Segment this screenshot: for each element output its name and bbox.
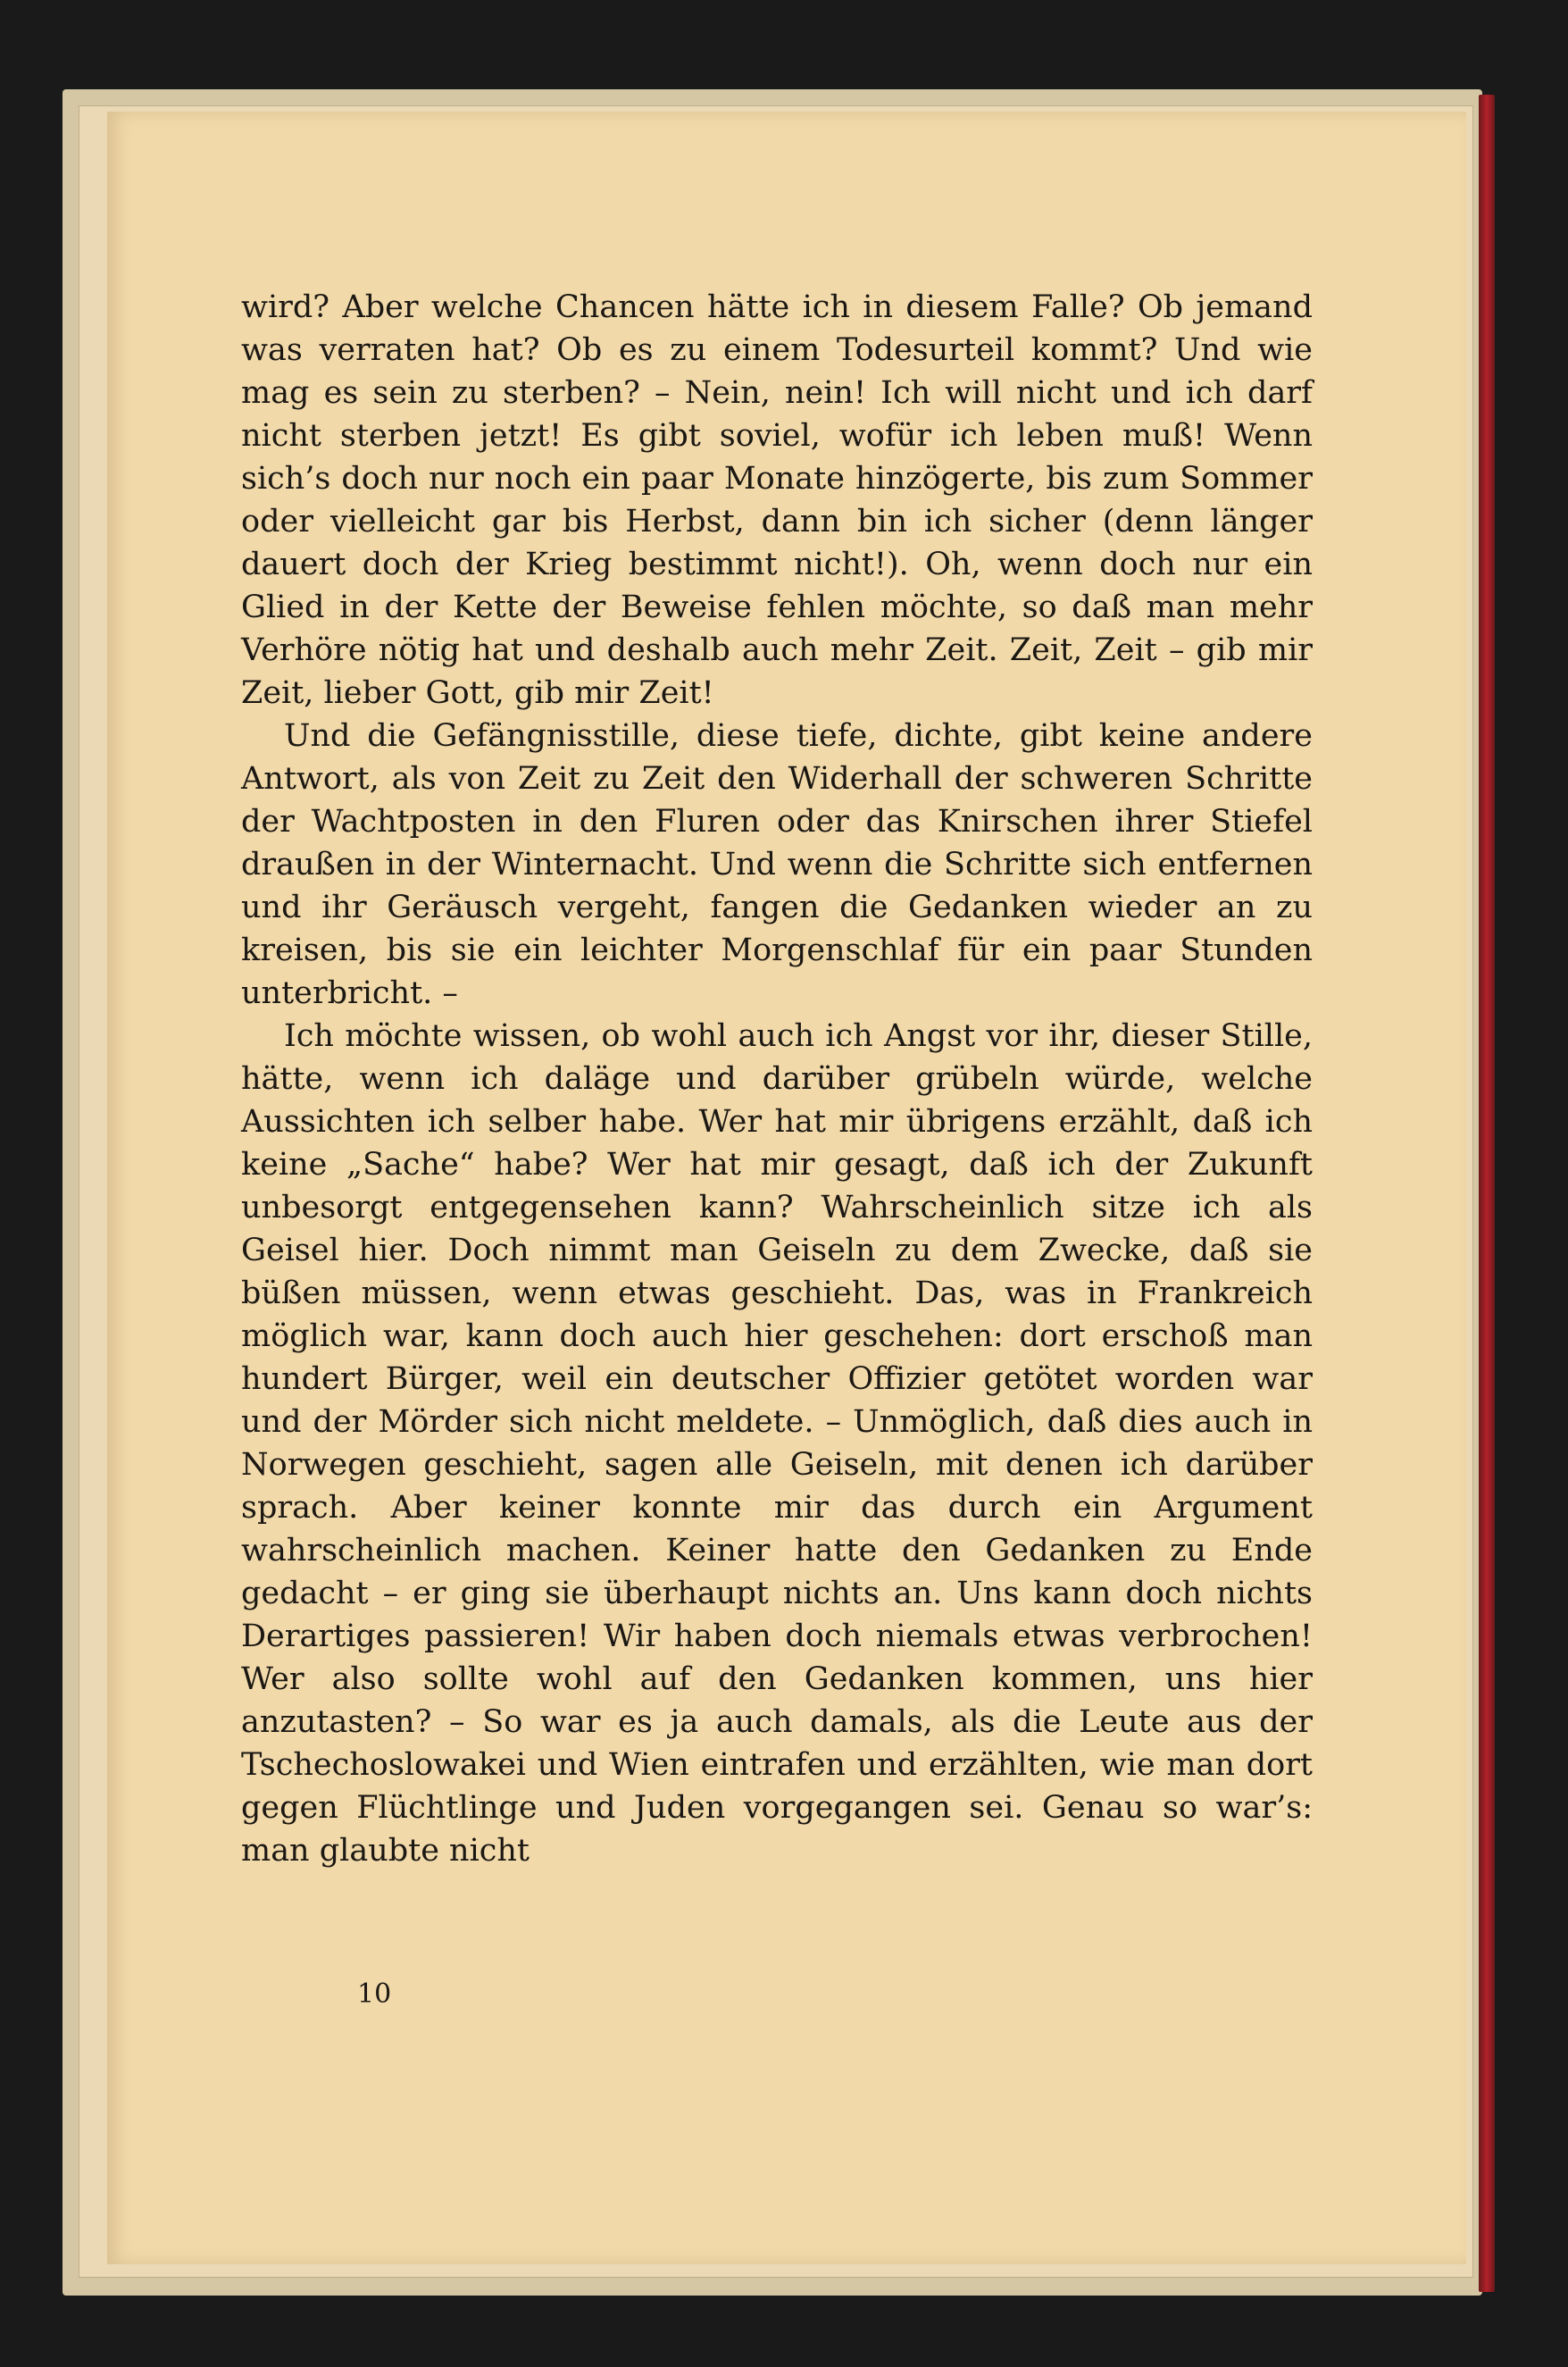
body-text [241, 286, 1313, 1872]
cover-edge [1479, 95, 1495, 2292]
paragraph: Und die Gefängnisstille, diese tiefe, dichte, gibt keine andere Antwort, als von Zeit zu Zeit den Widerhall der schweren Schritte der Wachtposten in den Fluren oder das Knirschen ihrer Stiefel draußen in der Winternacht. Und wenn die Schritte sich entfernen und ihr Geräusch vergeht, fangen die Gedanken wieder an zu kreisen, bis sie ein leichter Morgenschlaf für ein paar Stunden unterbricht. – [241, 718, 1313, 1011]
paragraph: Ich möchte wissen, ob wohl auch ich Angst vor ihr, dieser Stille, hätte, wenn ich daläge und darüber grübeln würde, welche Aussichten ich selber habe. Wer hat mir übrigens erzählt, daß ich keine „Sache“ habe? Wer hat mir gesagt, daß ich der Zukunft unbesorgt entgegensehen kann? Wahrscheinlich sitze ich als Geisel hier. Doch nimmt man Geiseln zu dem Zwecke, daß sie büßen müssen, wenn etwas geschieht. Das, was in Frankreich möglich war, kann doch auch hier geschehen: dort erschoß man hundert Bürger, weil ein deutscher Offizier getötet worden war und der Mörder sich nicht meldete. – Unmöglich, daß dies auch in Norwegen geschieht, sagen alle Geiseln, mit denen ich darüber sprach. Aber keiner konnte mir das durch ein Argument wahrscheinlich machen. Keiner hatte den Gedanken zu Ende gedacht – er ging sie überhaupt nichts an. Uns kann doch nichts Derartiges passieren! Wir haben doch niemals etwas verbrochen! Wer also sollte wohl auf den Gedanken kommen, uns hier anzutasten? – So war es ja auch damals, als die Leute aus der Tschechoslowakei und Wien eintrafen und erzählten, wie man dort gegen Flüchtlinge und Juden vorgegangen sei. Genau so war’s: man glaubte nicht [241, 1018, 1313, 1869]
paragraph: wird? Aber welche Chancen hätte ich in diesem Falle? Ob jemand was verraten hat? Ob es zu einem Todesurteil kommt? Und wie mag es sein zu sterben? – Nein, nein! Ich will nicht und ich darf nicht sterben jetzt! Es gibt soviel, wofür ich leben muß! Wenn sich’s doch nur noch ein paar Monate hinzögerte, bis zum Sommer oder vielleicht gar bis Herbst, dann bin ich sicher (denn länger dauert doch der Krieg bestimmt nicht!). Oh, wenn doch nur ein Glied in der Kette der Beweise fehlen möchte, so daß man mehr Verhöre nötig hat und deshalb auch mehr Zeit. Zeit, Zeit – gib mir Zeit, lieber Gott, gib mir Zeit! [241, 289, 1313, 711]
page-number: 10 [357, 1978, 392, 2010]
